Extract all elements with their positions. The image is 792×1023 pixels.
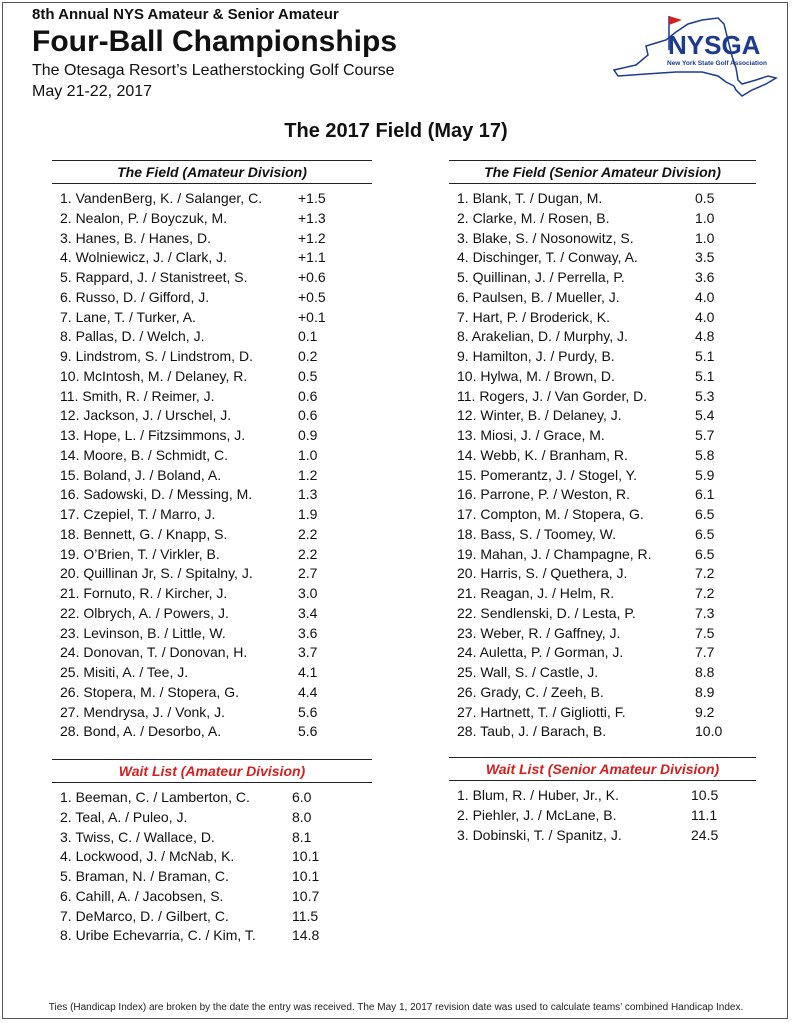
handicap-index: 6.5 [695, 545, 715, 562]
handicap-index: 3.7 [298, 644, 318, 661]
handicap-index: 1.9 [298, 506, 318, 522]
footer-note: Ties (Handicap Index) are broken by the date the entry was received. The May 1, 2017 revision date was used to calculate teams’ combined Handicap Index. [48, 1002, 744, 1013]
list-item [52, 808, 372, 828]
list-item [52, 505, 372, 525]
handicap-index: 10.0 [695, 723, 723, 740]
handicap-index: 10.5 [691, 787, 719, 803]
team-name: 3. Blake, S. / Nosonowitz, S. [457, 229, 634, 246]
list-item [52, 867, 372, 887]
list-item [52, 847, 372, 867]
team-name: 21. Fornuto, R. / Kircher, J. [60, 585, 228, 601]
handicap-index: 7.3 [695, 604, 715, 621]
handicap-index: 5.1 [695, 367, 715, 384]
list-item [449, 406, 756, 426]
team-name: 5. Quillinan, J. / Perrella, P. [457, 269, 625, 285]
handicap-index: 4.0 [695, 308, 715, 325]
handicap-index: 4.0 [695, 288, 715, 305]
handicap-index: 1.3 [298, 486, 318, 503]
list-item [449, 604, 756, 624]
logo-text: NYSGA [668, 30, 761, 60]
handicap-index: 0.2 [298, 348, 318, 364]
list-item [449, 643, 756, 663]
field-title: The 2017 Field (May 17) [284, 120, 508, 142]
handicap-index: 10.1 [292, 848, 320, 865]
list-item [52, 624, 372, 644]
team-name: 27. Hartnett, T. / Gigliotti, F. [457, 703, 626, 720]
amateur-wait-list [52, 788, 372, 946]
team-name: 1. Blank, T. / Dugan, M. [457, 190, 603, 206]
handicap-index: 4.8 [695, 328, 715, 345]
handicap-index: 8.1 [292, 828, 312, 845]
handicap-index: 5.9 [695, 466, 715, 483]
list-item [52, 446, 372, 466]
supertitle: 8th Annual NYS Amateur & Senior Amateur [32, 6, 339, 23]
list-item [449, 624, 756, 644]
handicap-index: 3.6 [695, 269, 715, 285]
list-item [52, 248, 372, 268]
team-name: 13. Miosi, J. / Grace, M. [457, 427, 605, 443]
venue: The Otesaga Resort’s Leatherstocking Golf Course [32, 62, 395, 79]
handicap-index: 4.4 [298, 683, 318, 700]
list-item [449, 485, 756, 505]
handicap-index: 3.4 [298, 604, 318, 621]
list-item [449, 525, 756, 545]
list-item [449, 446, 756, 466]
team-name: 2. Clarke, M. / Rosen, B. [457, 209, 610, 226]
team-name: 28. Bond, A. / Desorbo, A. [60, 723, 222, 740]
list-item [449, 426, 756, 446]
handicap-index: 0.6 [298, 387, 318, 404]
list-item [52, 229, 372, 249]
team-name: 27. Mendrysa, J. / Vonk, J. [60, 703, 225, 720]
team-name: 4. Wolniewicz, J. / Clark, J. [60, 249, 228, 266]
amateur-wait-section [52, 759, 372, 946]
event-dates: May 21-22, 2017 [32, 83, 153, 100]
ny-state-outline-icon [606, 10, 782, 108]
handicap-index: 1.0 [695, 229, 715, 246]
team-name: 8. Pallas, D. / Welch, J. [60, 328, 205, 345]
list-item [52, 367, 372, 387]
team-name: 2. Piehler, J. / McLane, B. [457, 806, 617, 823]
team-name: 6. Cahill, A. / Jacobsen, S. [60, 887, 224, 904]
list-item [449, 248, 756, 268]
handicap-index: +0.6 [298, 269, 326, 285]
list-item [449, 347, 756, 367]
handicap-index: 4.1 [298, 664, 318, 680]
list-item [52, 288, 372, 308]
senior-field-list [449, 189, 756, 742]
handicap-index: 3.0 [298, 585, 318, 601]
team-name: 16. Parrone, P. / Weston, R. [457, 486, 631, 503]
team-name: 16. Sadowski, D. / Messing, M. [60, 486, 253, 503]
team-name: 24. Donovan, T. / Donovan, H. [60, 644, 248, 661]
senior-wait-list [449, 786, 756, 845]
handicap-index: 7.7 [695, 644, 715, 661]
team-name: 8. Uribe Echevarria, C. / Kim, T. [60, 927, 256, 944]
list-item [52, 209, 372, 229]
handicap-index: 0.6 [298, 407, 318, 424]
handicap-index: 2.7 [298, 565, 318, 582]
handicap-index: 5.6 [298, 723, 318, 740]
handicap-index: 3.6 [298, 624, 318, 641]
team-name: 5. Braman, N. / Braman, C. [60, 868, 229, 884]
handicap-index: +1.2 [298, 229, 326, 246]
list-item [449, 806, 756, 826]
list-item [52, 564, 372, 584]
list-item [449, 308, 756, 328]
team-name: 18. Bass, S. / Toomey, W. [457, 525, 616, 542]
amateur-field-heading: The Field (Amateur Division) [52, 160, 372, 184]
team-name: 12. Winter, B. / Delaney, J. [457, 407, 622, 424]
list-item [449, 683, 756, 703]
list-item [52, 189, 372, 209]
team-name: 21. Reagan, J. / Helm, R. [457, 585, 615, 601]
list-item [52, 584, 372, 604]
senior-field-section [449, 160, 756, 742]
senior-field-heading: The Field (Senior Amateur Division) [449, 160, 756, 184]
list-item [449, 505, 756, 525]
list-item [52, 347, 372, 367]
list-item [52, 485, 372, 505]
list-item [449, 703, 756, 723]
list-item [449, 327, 756, 347]
list-item [52, 828, 372, 848]
handicap-index: 5.1 [695, 348, 715, 364]
amateur-wait-heading: Wait List (Amateur Division) [52, 760, 372, 783]
list-item [52, 406, 372, 426]
team-name: 17. Compton, M. / Stopera, G. [457, 506, 644, 522]
handicap-index: 6.5 [695, 525, 715, 542]
handicap-index: +1.1 [298, 249, 326, 266]
handicap-index: 2.2 [298, 525, 318, 542]
team-name: 11. Rogers, J. / Van Gorder, D. [457, 387, 648, 404]
handicap-index: 5.8 [695, 446, 715, 463]
list-item [449, 189, 756, 209]
team-name: 25. Wall, S. / Castle, J. [457, 664, 599, 680]
team-name: 20. Quillinan Jr, S. / Spitalny, J. [60, 565, 253, 582]
team-name: 11. Smith, R. / Reimer, J. [60, 387, 215, 404]
list-item [449, 288, 756, 308]
handicap-index: 8.9 [695, 683, 715, 700]
header [32, 6, 397, 102]
list-item [449, 229, 756, 249]
handicap-index: 6.0 [292, 789, 312, 805]
team-name: 14. Moore, B. / Schmidt, C. [60, 446, 229, 463]
team-name: 6. Paulsen, B. / Mueller, J. [457, 288, 620, 305]
list-item [52, 466, 372, 486]
senior-wait-heading: Wait List (Senior Amateur Division) [449, 758, 756, 781]
handicap-index: 0.9 [298, 427, 318, 443]
handicap-index: 5.6 [298, 703, 318, 720]
team-name: 2. Nealon, P. / Boyczuk, M. [60, 209, 228, 226]
handicap-index: 5.3 [695, 387, 715, 404]
list-item [52, 663, 372, 683]
team-name: 15. Boland, J. / Boland, A. [60, 466, 222, 483]
team-name: 12. Jackson, J. / Urschel, J. [60, 407, 232, 424]
team-name: 3. Twiss, C. / Wallace, D. [60, 828, 215, 845]
list-item [52, 387, 372, 407]
handicap-index: 8.0 [292, 808, 312, 825]
team-name: 6. Russo, D. / Gifford, J. [60, 288, 210, 305]
handicap-index: 3.5 [695, 249, 715, 266]
handicap-index: 2.2 [298, 545, 318, 562]
handicap-index: 14.8 [292, 927, 320, 944]
amateur-field-list [52, 189, 372, 742]
list-item [52, 907, 372, 927]
team-name: 4. Lockwood, J. / McNab, K. [60, 848, 235, 865]
team-name: 10. McIntosh, M. / Delaney, R. [60, 367, 248, 384]
flag-icon [669, 16, 682, 25]
list-item [449, 584, 756, 604]
team-name: 9. Hamilton, J. / Purdy, B. [457, 348, 615, 364]
senior-wait-section [449, 757, 756, 845]
handicap-index: 1.2 [298, 466, 318, 483]
handicap-index: 5.7 [695, 427, 715, 443]
team-name: 1. Beeman, C. / Lamberton, C. [60, 789, 250, 805]
team-name: 20. Harris, S. / Quethera, J. [457, 565, 628, 582]
handicap-index: 0.5 [695, 190, 715, 206]
team-name: 22. Olbrych, A. / Powers, J. [60, 604, 229, 621]
list-item [52, 268, 372, 288]
team-name: 26. Stopera, M. / Stopera, G. [60, 683, 239, 700]
team-name: 15. Pomerantz, J. / Stogel, Y. [457, 466, 638, 483]
handicap-index: 10.1 [292, 868, 320, 884]
list-item [52, 683, 372, 703]
list-item [449, 367, 756, 387]
handicap-index: 0.1 [298, 328, 318, 345]
handicap-index: 1.0 [298, 446, 318, 463]
team-name: 2. Teal, A. / Puleo, J. [60, 808, 188, 825]
team-name: 7. DeMarco, D. / Gilbert, C. [60, 907, 229, 924]
team-name: 19. Mahan, J. / Champagne, R. [457, 545, 652, 562]
list-item [52, 703, 372, 723]
team-name: 18. Bennett, G. / Knapp, S. [60, 525, 228, 542]
nysga-logo [606, 10, 782, 108]
team-name: 8. Arakelian, D. / Murphy, J. [457, 328, 628, 345]
handicap-index: 7.2 [695, 585, 715, 601]
list-item [449, 387, 756, 407]
handicap-index: +1.3 [298, 209, 326, 226]
handicap-index: 24.5 [691, 826, 719, 843]
team-name: 22. Sendlenski, D. / Lesta, P. [457, 604, 636, 621]
handicap-index: 7.2 [695, 565, 715, 582]
team-name: 10. Hylwa, M. / Brown, D. [457, 367, 615, 384]
team-name: 14. Webb, K. / Branham, R. [457, 446, 628, 463]
list-item [449, 826, 756, 846]
logo-tagline: New York State Golf Association [667, 60, 767, 67]
team-name: 9. Lindstrom, S. / Lindstrom, D. [60, 348, 253, 364]
handicap-index: 11.1 [691, 806, 718, 823]
team-name: 23. Levinson, B. / Little, W. [60, 624, 226, 641]
list-item [52, 525, 372, 545]
team-name: 1. VandenBerg, K. / Salanger, C. [60, 190, 263, 206]
team-name: 19. O’Brien, T. / Virkler, B. [60, 545, 220, 562]
handicap-index: 0.5 [298, 367, 318, 384]
list-item [449, 564, 756, 584]
list-item [449, 786, 756, 806]
list-item [52, 722, 372, 742]
handicap-index: 11.5 [292, 907, 319, 924]
handicap-index: +0.1 [298, 308, 326, 325]
list-item [449, 722, 756, 742]
amateur-field-section [52, 160, 372, 742]
team-name: 3. Hanes, B. / Hanes, D. [60, 229, 211, 246]
team-name: 5. Rappard, J. / Stanistreet, S. [60, 269, 248, 285]
handicap-index: 7.5 [695, 624, 715, 641]
list-item [52, 308, 372, 328]
team-name: 3. Dobinski, T. / Spanitz, J. [457, 826, 622, 843]
team-name: 28. Taub, J. / Barach, B. [457, 723, 607, 740]
handicap-index: 9.2 [695, 703, 715, 720]
team-name: 7. Hart, P. / Broderick, K. [457, 308, 611, 325]
list-item [52, 788, 372, 808]
team-name: 1. Blum, R. / Huber, Jr., K. [457, 787, 619, 803]
handicap-index: 5.4 [695, 407, 715, 424]
handicap-index: 6.1 [695, 486, 715, 503]
handicap-index: 6.5 [695, 506, 715, 522]
list-item [449, 466, 756, 486]
list-item [52, 643, 372, 663]
handicap-index: 1.0 [695, 209, 715, 226]
handicap-index: 8.8 [695, 664, 715, 680]
team-name: 26. Grady, C. / Zeeh, B. [457, 683, 604, 700]
team-name: 13. Hope, L. / Fitzsimmons, J. [60, 427, 246, 443]
handicap-index: +1.5 [298, 190, 326, 206]
team-name: 4. Dischinger, T. / Conway, A. [457, 249, 638, 266]
list-item [52, 545, 372, 565]
team-name: 25. Misiti, A. / Tee, J. [60, 664, 189, 680]
team-name: 24. Auletta, P. / Gorman, J. [457, 644, 624, 661]
list-item [52, 604, 372, 624]
list-item [449, 545, 756, 565]
list-item [52, 887, 372, 907]
handicap-index: +0.5 [298, 288, 326, 305]
list-item [449, 209, 756, 229]
team-name: 7. Lane, T. / Turker, A. [60, 308, 196, 325]
list-item [449, 268, 756, 288]
team-name: 17. Czepiel, T. / Marro, J. [60, 506, 216, 522]
list-item [449, 663, 756, 683]
handicap-index: 10.7 [292, 887, 320, 904]
team-name: 23. Weber, R. / Gaffney, J. [457, 624, 621, 641]
list-item [52, 327, 372, 347]
page-title: Four-Ball Championships [32, 25, 398, 58]
list-item [52, 426, 372, 446]
list-item [52, 926, 372, 946]
